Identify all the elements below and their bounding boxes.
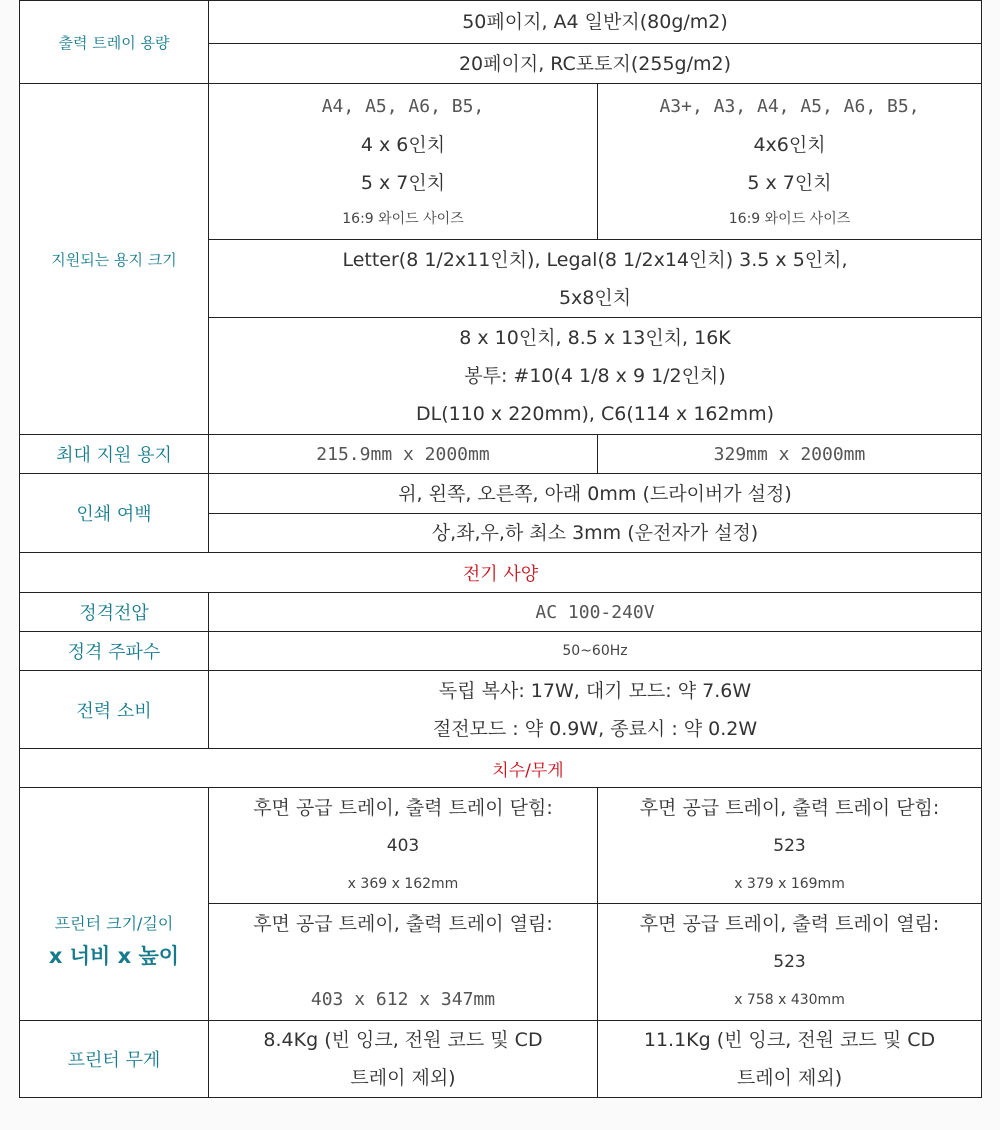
frequency-label: 정격 주파수 (20, 632, 209, 671)
table-row (20, 749, 982, 788)
paper-size-common-line: 8 x 10인치, 8.5 x 13인치, 16K (459, 327, 731, 349)
section-dimensions: 치수/무게 (20, 749, 982, 788)
section-electric: 전기 사양 (20, 553, 982, 593)
dim-line: 403 (386, 835, 420, 856)
table-row (20, 474, 982, 514)
output-tray-photo: 20페이지, RC포토지(255g/m2) (209, 44, 982, 84)
dimensions-closed-right (598, 788, 982, 904)
paper-size-common-2 (209, 318, 982, 435)
dim-line: x 758 x 430mm (734, 992, 845, 1008)
paper-size-right-line: A3+, A3, A4, A5, A6, B5, (659, 95, 920, 117)
dim-line: x 379 x 169mm (734, 875, 845, 892)
weight-line: 11.1Kg (빈 잉크, 전원 코드 및 CD (643, 1029, 936, 1051)
dim-line: 523 (773, 952, 806, 972)
weight-right (598, 1021, 982, 1098)
dimensions-closed-left (209, 788, 598, 904)
table-row (20, 593, 982, 632)
power-line: 절전모드 : 약 0.9W, 종료시 : 약 0.2W (432, 717, 758, 740)
paper-size-left-line: A4, A5, A6, B5, (321, 95, 485, 117)
dimensions-label-line: 프린터 크기/길이 (54, 913, 174, 933)
dimensions-open-left (209, 904, 598, 1021)
paper-size-left-line: 5 x 7인치 (360, 171, 446, 194)
dimensions-open-right (598, 904, 982, 1021)
paper-size-left-line: 4 x 6인치 (360, 133, 446, 156)
weight-label: 프린터 무게 (20, 1021, 209, 1098)
paper-size-label: 지원되는 용지 크기 (20, 84, 209, 435)
paper-size-common-line: DL(110 x 220mm), C6(114 x 162mm) (415, 403, 775, 425)
max-paper-label: 최대 지원 용지 (20, 435, 209, 474)
dim-line: 후면 공급 트레이, 출력 트레이 열림: (639, 913, 940, 935)
paper-size-common-line: 5x8인치 (558, 286, 632, 309)
dimensions-label (20, 788, 209, 1021)
weight-line: 트레이 제외) (350, 1067, 456, 1089)
paper-size-common-line: Letter(8 1/2x11인치), Legal(8 1/2x14인치) 3.5 x 5인치, (342, 248, 848, 271)
weight-left (209, 1021, 598, 1098)
table-row (20, 632, 982, 671)
paper-size-right-line: 4x6인치 (753, 133, 826, 156)
table-row (20, 788, 982, 904)
margin-driver: 위, 왼쪽, 오른쪽, 아래 0mm (드라이버가 설정) (209, 474, 982, 514)
table-row (20, 84, 982, 240)
margin-label: 인쇄 여백 (20, 474, 209, 553)
power-line: 독립 복사: 17W, 대기 모드: 약 7.6W (438, 679, 752, 702)
table-row (20, 1021, 982, 1098)
dim-line: x 369 x 162mm (347, 875, 459, 892)
max-paper-right: 329mm x 2000mm (598, 435, 982, 474)
dim-line: 후면 공급 트레이, 출력 트레이 닫힘: (639, 796, 940, 819)
paper-size-right-line: 5 x 7인치 (747, 171, 832, 194)
dim-line: 523 (773, 835, 806, 856)
paper-size-common-line: 봉투: #10(4 1/8 x 9 1/2인치) (464, 365, 726, 387)
paper-size-right-line: 16:9 와이드 사이즈 (728, 210, 851, 227)
paper-size-common-1 (209, 240, 982, 318)
power-label: 전력 소비 (20, 671, 209, 749)
voltage-label: 정격전압 (20, 593, 209, 632)
weight-line: 8.4Kg (빈 잉크, 전원 코드 및 CD (263, 1029, 543, 1051)
table-row (20, 671, 982, 749)
margin-operator: 상,좌,우,하 최소 3mm (운전자가 설정) (209, 514, 982, 553)
max-paper-left: 215.9mm x 2000mm (209, 435, 598, 474)
output-tray-plain: 50페이지, A4 일반지(80g/m2) (209, 1, 982, 44)
power-value (209, 671, 982, 749)
dim-line: 후면 공급 트레이, 출력 트레이 열림: (253, 913, 553, 935)
frequency-value: 50~60Hz (209, 632, 982, 671)
weight-line: 트레이 제외) (736, 1067, 843, 1089)
table-row (20, 553, 982, 593)
paper-size-left-line: 16:9 와이드 사이즈 (342, 210, 464, 227)
dim-line: 403 x 612 x 347mm (310, 989, 496, 1010)
dim-line: 후면 공급 트레이, 출력 트레이 닫힘: (253, 796, 553, 819)
spec-table (19, 0, 982, 1098)
output-tray-label: 출력 트레이 용량 (20, 1, 209, 84)
paper-size-right (598, 84, 982, 240)
table-row (20, 1, 982, 44)
paper-size-left (209, 84, 598, 240)
voltage-value: AC 100-240V (209, 593, 982, 632)
table-row (20, 435, 982, 474)
dimensions-label-line: x 너비 x 높이 (48, 943, 180, 968)
